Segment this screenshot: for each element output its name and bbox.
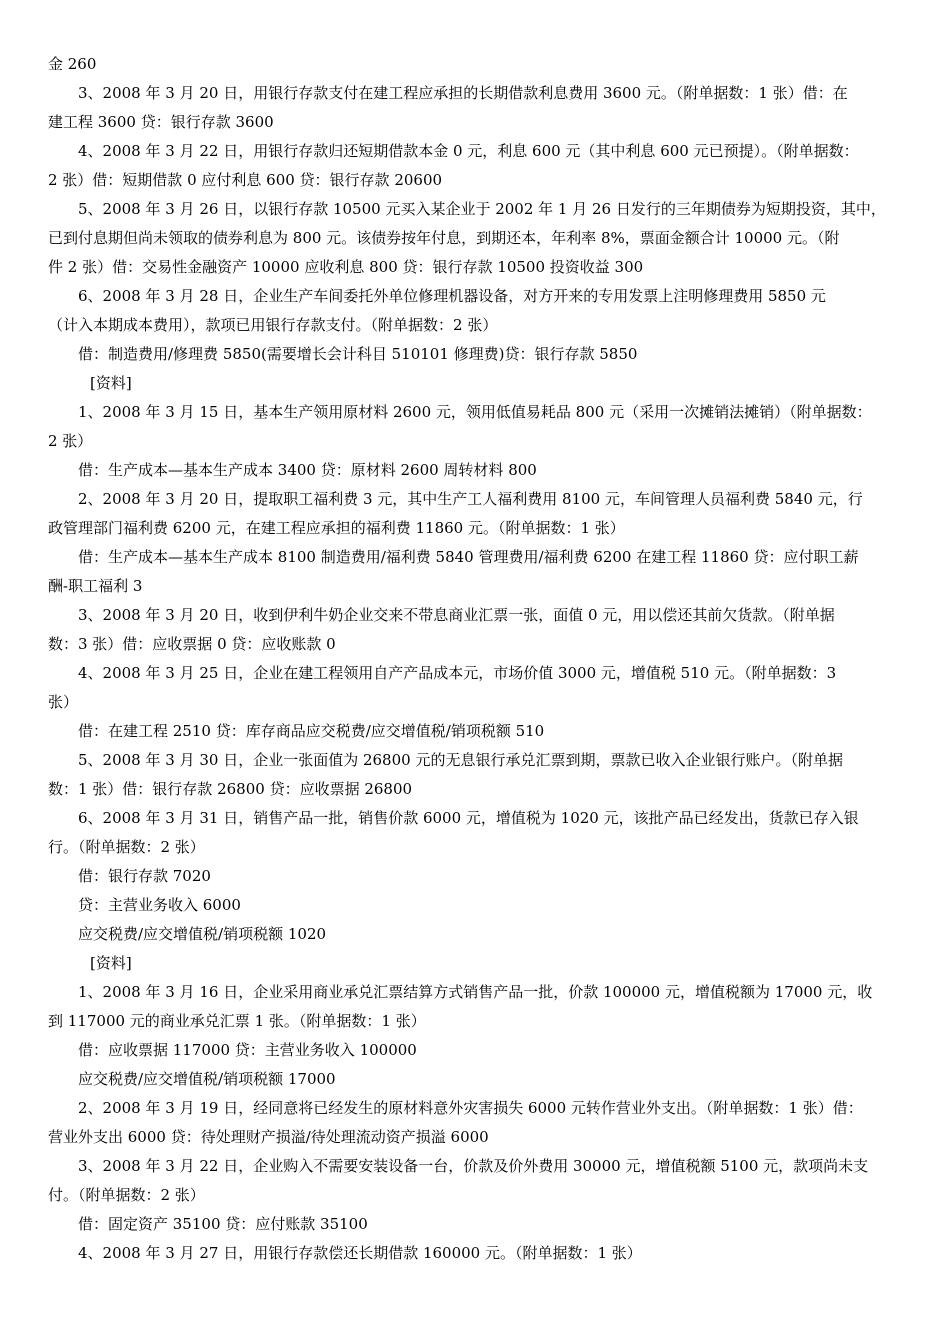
text-line: 6、2008 年 3 月 31 日，销售产品一批，销售价款 6000 元，增值税为 1020 元，该批产品已经发出，货款已存入银 bbox=[78, 809, 859, 827]
text-line: 行。（附单据数：2 张） bbox=[48, 838, 205, 856]
text-line: 6、2008 年 3 月 28 日，企业生产车间委托外单位修理机器设备，对方开来的专用发票上注明修理费用 5850 元 bbox=[78, 287, 826, 305]
text-line: 借：生产成本—基本生产成本 8100 制造费用/福利费 5840 管理费用/福利费 6200 在建工程 11860 贷：应付职工薪 bbox=[78, 548, 859, 566]
text-line: 件 2 张）借：交易性金融资产 10000 应收利息 800 贷：银行存款 10500 投资收益 300 bbox=[48, 258, 644, 276]
section-heading: [资料] bbox=[90, 954, 132, 972]
text-line: 2 张） bbox=[48, 432, 93, 450]
text-line: 贷：主营业务收入 6000 bbox=[78, 896, 241, 914]
text-line: 借：银行存款 7020 bbox=[78, 867, 211, 885]
text-line: 5、2008 年 3 月 26 日，以银行存款 10500 元买入某企业于 2002 年 1 月 26 日发行的三年期债券为短期投资，其中， bbox=[78, 200, 886, 218]
text-line: 2 张）借：短期借款 0 应付利息 600 贷：银行存款 20600 bbox=[48, 171, 443, 189]
text-line: 4、2008 年 3 月 25 日，企业在建工程领用自产产品成本元，市场价值 3000 元，增值税 510 元。（附单据数：3 bbox=[78, 664, 837, 682]
text-line: 营业外支出 6000 贷：待处理财产损溢/待处理流动资产损溢 6000 bbox=[48, 1128, 489, 1146]
text-line: 酬-职工福利 3 bbox=[48, 577, 143, 595]
text-line: 借：固定资产 35100 贷：应付账款 35100 bbox=[78, 1215, 368, 1233]
text-line: 4、2008 年 3 月 22 日，用银行存款归还短期借款本金 0 元，利息 600 元（其中利息 600 元已预提）。（附单据数： bbox=[78, 142, 859, 160]
text-line: 3、2008 年 3 月 22 日，企业购入不需要安装设备一台，价款及价外费用 30000 元，增值税额 5100 元，款项尚未支 bbox=[78, 1157, 869, 1175]
text-line: 应交税费/应交增值税/销项税额 17000 bbox=[78, 1070, 336, 1088]
text-line: 付。（附单据数：2 张） bbox=[48, 1186, 205, 1204]
text-line: 到 117000 元的商业承兑汇票 1 张。（附单据数：1 张） bbox=[48, 1012, 426, 1030]
text-line: 金 260 bbox=[48, 55, 97, 73]
text-line: 3、2008 年 3 月 20 日，用银行存款支付在建工程应承担的长期借款利息费用 3600 元。（附单据数：1 张）借：在 bbox=[78, 84, 848, 102]
text-line: 借：在建工程 2510 贷：库存商品应交税费/应交增值税/销项税额 510 bbox=[78, 722, 545, 740]
text-line: 数：1 张）借：银行存款 26800 贷：应收票据 26800 bbox=[48, 780, 413, 798]
text-line: 数：3 张）借：应收票据 0 贷：应收账款 0 bbox=[48, 635, 336, 653]
text-line: 借：应收票据 117000 贷：主营业务收入 100000 bbox=[78, 1041, 417, 1059]
text-line: 建工程 3600 贷：银行存款 3600 bbox=[48, 113, 274, 131]
text-line: 4、2008 年 3 月 27 日，用银行存款偿还长期借款 160000 元。（附单据数：1 张） bbox=[78, 1244, 642, 1262]
text-line: 2、2008 年 3 月 20 日，提取职工福利费 3 元，其中生产工人福利费用 8100 元，车间管理人员福利费 5840 元，行 bbox=[78, 490, 863, 508]
section-heading: [资料] bbox=[90, 374, 132, 392]
text-line: 政管理部门福利费 6200 元，在建工程应承担的福利费 11860 元。（附单据数：1 张） bbox=[48, 519, 625, 537]
text-line: 5、2008 年 3 月 30 日，企业一张面值为 26800 元的无息银行承兑汇票到期，票款已收入企业银行账户。（附单据 bbox=[78, 751, 843, 769]
text-line: 1、2008 年 3 月 16 日，企业采用商业承兑汇票结算方式销售产品一批，价款 100000 元，增值税额为 17000 元，收 bbox=[78, 983, 873, 1001]
text-line: 张） bbox=[48, 693, 79, 711]
text-line: 借：生产成本—基本生产成本 3400 贷：原材料 2600 周转材料 800 bbox=[78, 461, 537, 479]
text-line: 2、2008 年 3 月 19 日，经同意将已经发生的原材料意外灾害损失 6000 元转作营业外支出。（附单据数：1 张）借： bbox=[78, 1099, 863, 1117]
text-line: 应交税费/应交增值税/销项税额 1020 bbox=[78, 925, 327, 943]
text-line: 借：制造费用/修理费 5850(需要增长会计科目 510101 修理费)贷：银行存款 5850 bbox=[78, 345, 638, 363]
text-line: 已到付息期但尚未领取的债券利息为 800 元。该债券按年付息，到期还本，年利率 8%，票面金额合计 10000 元。（附 bbox=[48, 229, 840, 247]
text-line: 3、2008 年 3 月 20 日，收到伊利牛奶企业交来不带息商业汇票一张，面值 0 元，用以偿还其前欠货款。（附单据 bbox=[78, 606, 835, 624]
text-line: 1、2008 年 3 月 15 日，基本生产领用原材料 2600 元，领用低值易耗品 800 元（采用一次摊销法摊销）（附单据数： bbox=[78, 403, 872, 421]
text-line: （计入本期成本费用），款项已用银行存款支付。（附单据数：2 张） bbox=[48, 316, 498, 334]
